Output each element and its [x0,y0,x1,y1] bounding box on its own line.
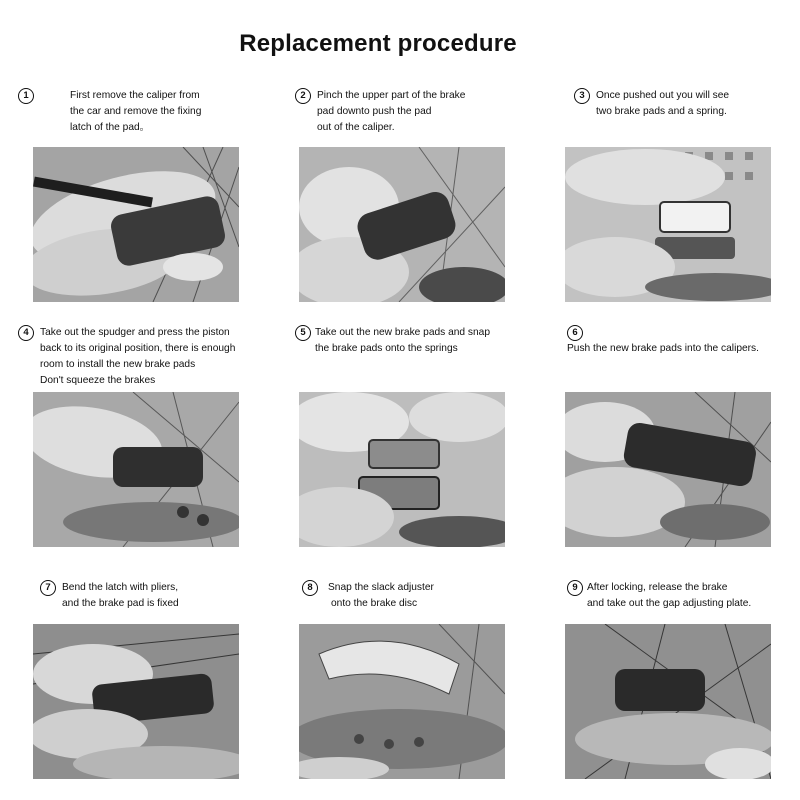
step-number-7: 7 [40,580,56,596]
step-4-text [40,325,235,389]
step-4-line-3: room to install the new brake pads [40,359,196,370]
step-7-text [62,580,179,612]
step-2-photo [299,147,505,302]
step-9-line-1: After locking, release the brake [587,582,728,593]
step-4-line-4: Don't squeeze the brakes [40,375,156,386]
step-8-text [328,580,434,612]
step-1-line-3: latch of the pad。 [70,122,150,133]
step-4-line-2: back to its original position, there is enough [40,343,236,354]
step-number-1: 1 [18,88,34,104]
step-number-5: 5 [295,325,311,341]
step-4-line-1: Take out the spudger and press the piston [40,327,230,338]
step-7-line-1: Bend the latch with pliers, [62,582,179,593]
step-8-line-1: Snap the slack adjuster [328,582,434,593]
step-2-line-3: out of the caliper. [317,122,395,133]
step-1-line-1: First remove the caliper from [70,90,200,101]
step-2-line-1: Pinch the upper part of the brake [317,90,466,101]
step-number-9: 9 [567,580,583,596]
step-3-line-2: two brake pads and a spring. [596,106,727,117]
step-3-text [596,88,729,120]
step-9-line-2: and take out the gap adjusting plate. [587,598,752,609]
step-4-photo [33,392,239,547]
step-number-2: 2 [295,88,311,104]
step-6-line-1 [567,325,759,341]
step-8-photo [299,624,505,779]
step-2-text [317,88,465,136]
step-6-photo [565,392,771,547]
step-5-photo [299,392,505,547]
step-3-photo [565,147,771,302]
step-2-line-2: pad downto push the pad [317,106,432,117]
page-title: Replacement procedure [239,30,517,57]
step-5-text [315,325,490,357]
step-6-line-2: Push the new brake pads into the calipers. [567,343,759,354]
step-6-text [567,325,759,357]
step-9-text [587,580,751,612]
step-1-text [70,88,201,136]
step-7-photo [33,624,239,779]
step-3-line-1: Once pushed out you will see [596,90,730,101]
step-number-6: 6 [567,325,583,341]
step-5-line-2: the brake pads onto the springs [315,343,458,354]
step-7-line-2: and the brake pad is fixed [62,598,179,609]
step-9-photo [565,624,771,779]
step-number-4: 4 [18,325,34,341]
step-number-3: 3 [574,88,590,104]
step-1-photo [33,147,239,302]
step-8-line-2: onto the brake disc [331,598,418,609]
step-5-line-1: Take out the new brake pads and snap [315,327,491,338]
step-number-8: 8 [302,580,318,596]
step-1-line-2: the car and remove the fixing [70,106,202,117]
